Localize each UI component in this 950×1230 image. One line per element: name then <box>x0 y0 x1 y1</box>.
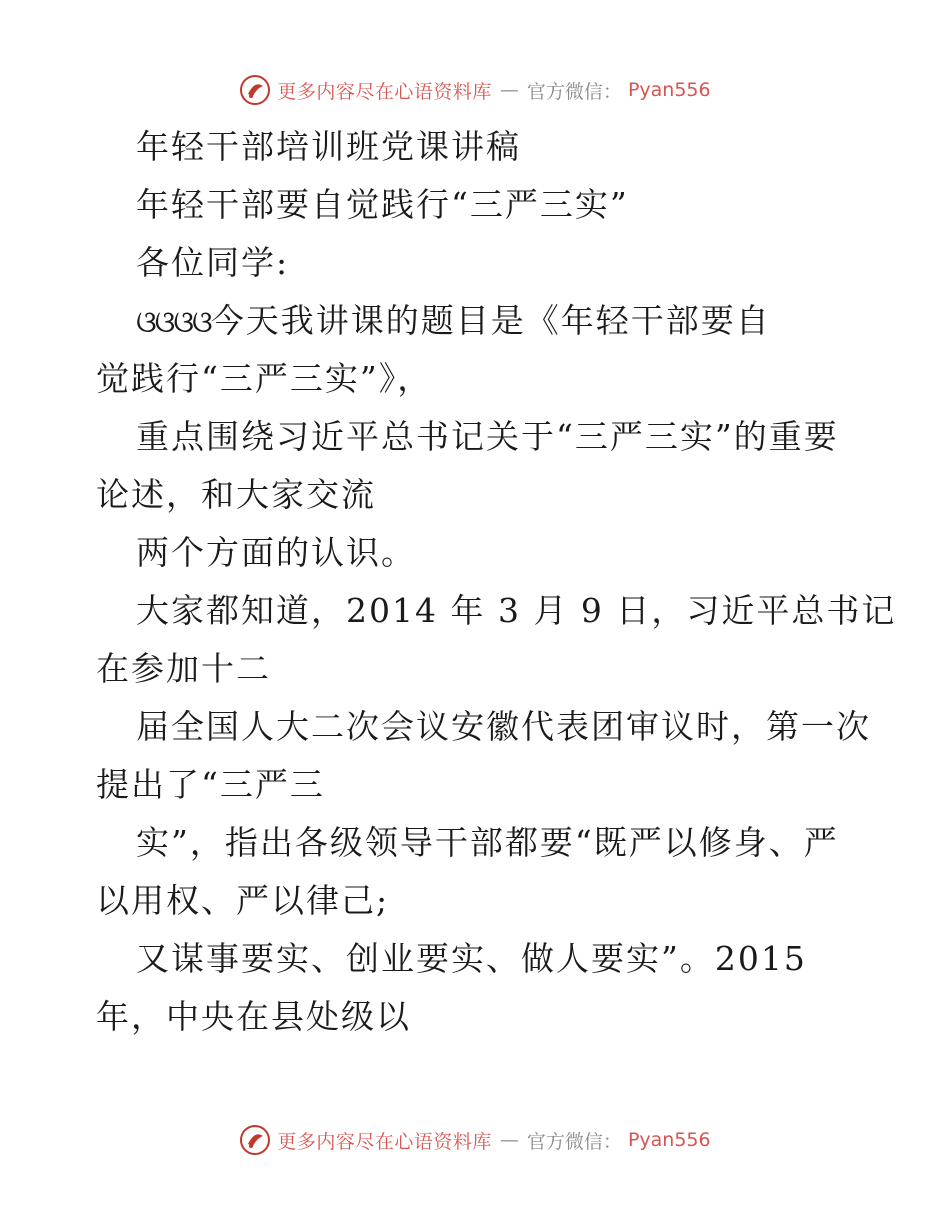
document-line <box>96 698 871 756</box>
document-line <box>96 872 866 930</box>
document-line <box>96 524 866 582</box>
watermark-wechat-id: Pyan556 <box>627 79 711 101</box>
document-line <box>96 582 897 640</box>
watermark-dash: — <box>499 79 519 101</box>
line-text: 实”，指出各级领导干部都要“既严以修身、严 <box>136 823 839 862</box>
document-line <box>96 350 866 408</box>
line-text: 年轻干部要自觉践行“三严三实” <box>136 185 629 224</box>
document-line <box>96 988 866 1046</box>
line-text: 两个方面的认识。 <box>136 533 416 572</box>
logo-icon <box>239 74 271 106</box>
line-text: 重点围绕习近平总书记关于“三严三实”的重要 <box>136 417 839 456</box>
logo-icon <box>239 1124 271 1156</box>
line-text: 在参加十二 <box>96 649 271 688</box>
line-text: 以用权、严以律己; <box>96 881 390 920</box>
flourish-ornament-icon: ଓଓଓଓ <box>136 305 211 340</box>
document-line <box>96 930 866 988</box>
line-text: 又谋事要实、创业要实、做人要实”。2015 <box>136 939 807 978</box>
watermark-dash: — <box>499 1129 519 1151</box>
line-text: 论述，和大家交流 <box>96 475 376 514</box>
watermark-wechat-id: Pyan556 <box>627 1129 711 1151</box>
document-line <box>96 756 866 814</box>
line-text: 大家都知道，2014 年 3 月 9 日，习近平总书记 <box>136 591 897 630</box>
line-text: 届全国人大二次会议安徽代表团审议时，第一次 <box>136 707 871 746</box>
document-line <box>96 292 866 350</box>
document-line <box>96 466 866 524</box>
document-body <box>96 118 897 1046</box>
document-line <box>96 234 866 292</box>
watermark-official-label: 官方微信： <box>526 80 622 103</box>
document-line <box>96 814 866 872</box>
line-text: 今天我讲课的题目是《年轻干部要自 <box>210 301 771 340</box>
watermark-official-label: 官方微信： <box>526 1130 622 1153</box>
document-line <box>96 408 866 466</box>
watermark-site-text: 更多内容尽在心语资料库 <box>277 1130 492 1153</box>
line-text: 年轻干部培训班党课讲稿 <box>136 127 521 166</box>
line-text: 年，中央在县处级以 <box>96 997 411 1036</box>
document-line <box>96 640 866 698</box>
document-line <box>96 118 866 176</box>
watermark-site-text: 更多内容尽在心语资料库 <box>277 80 492 103</box>
line-text: 觉践行“三严三实”》， <box>96 359 433 398</box>
line-text: 提出了“三严三 <box>96 765 325 804</box>
header-watermark <box>0 70 950 110</box>
line-text: 各位同学: <box>136 243 290 282</box>
footer-watermark <box>0 1120 950 1160</box>
document-line <box>96 176 866 234</box>
